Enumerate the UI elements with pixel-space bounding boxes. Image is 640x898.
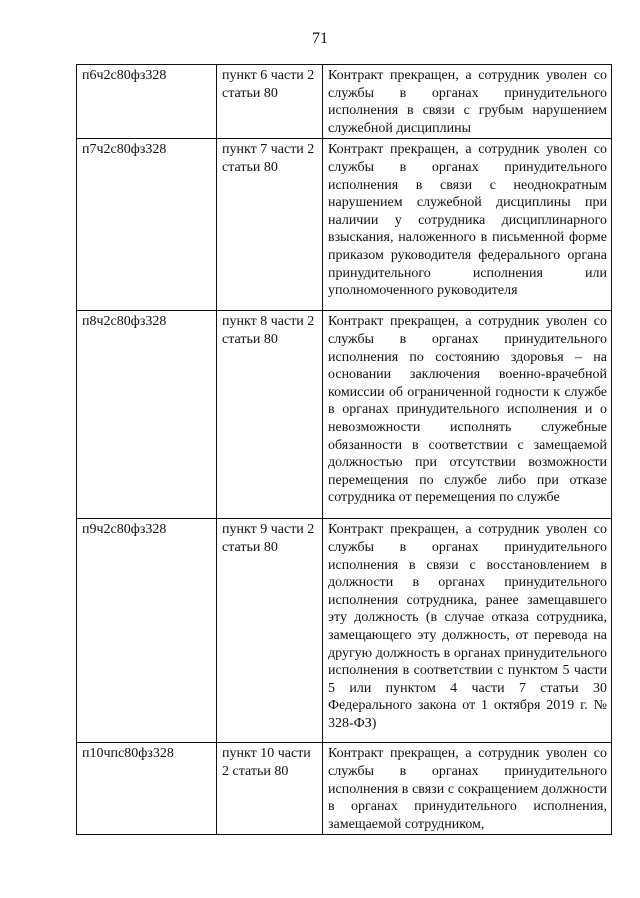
- row-description: Контракт прекращен, а сотрудник уволен со службы в органах принудительного исполнения в связи с сокращением должности в органах принудительного исполнения, замещаемой сотрудником,: [323, 743, 612, 835]
- row-description: Контракт прекращен, а сотрудник уволен со службы в органах принудительного исполнения в связи с грубым нарушением служебной дисциплины: [323, 65, 612, 139]
- table-row: [77, 139, 612, 311]
- row-article-reference: пункт 7 части 2 статьи 80: [217, 139, 323, 311]
- row-description: Контракт прекращен, а сотрудник уволен со службы в органах принудительного исполнения в связи с восстановлением в должности в органах принудительного исполнения сотрудника, ранее замещавшего эту должность (в случае отказа сотрудника, замещающего эту должность, от перевода на другую должность в органах принудительного исполнения в соответствии с пунктом 5 части 5 или пунктом 4 части 7 статьи 30 Федерального закона от 1 октября 2019 г. № 328-ФЗ): [323, 519, 612, 743]
- table-row: [77, 743, 612, 835]
- row-description: Контракт прекращен, а сотрудник уволен со службы в органах принудительного исполнения в связи с неоднократным нарушением служебной дисциплины при наличии у сотрудника дисциплинарного взыскания, наложенного в письменной форме приказом руководителя федерального органа принудительного исполнения или уполномоченного руководителя: [323, 139, 612, 311]
- row-code: п7ч2с80фз328: [77, 139, 217, 311]
- row-article-reference: пункт 8 части 2 статьи 80: [217, 311, 323, 519]
- row-article-reference: пункт 9 части 2 статьи 80: [217, 519, 323, 743]
- table-row: [77, 311, 612, 519]
- row-code: п8ч2с80фз328: [77, 311, 217, 519]
- table-row: [77, 519, 612, 743]
- row-code: п6ч2с80фз328: [77, 65, 217, 139]
- row-article-reference: пункт 6 части 2 статьи 80: [217, 65, 323, 139]
- row-code: п9ч2с80фз328: [77, 519, 217, 743]
- row-description: Контракт прекращен, а сотрудник уволен со службы в органах принудительного исполнения по состоянию здоровья – на основании заключения военно-врачебной комиссии об ограниченной годности к службе в органах принудительного исполнения и о невозможности исполнять служебные обязанности в соответствии с замещаемой должностью при отсутствии возможности перемещения по службе либо при отказе сотрудника от перемещения по службе: [323, 311, 612, 519]
- page-number: 71: [312, 30, 328, 47]
- legal-basis-table: [76, 64, 612, 835]
- row-article-reference: пункт 10 части 2 статьи 80: [217, 743, 323, 835]
- table-row: [77, 65, 612, 139]
- row-code: п10чпс80фз328: [77, 743, 217, 835]
